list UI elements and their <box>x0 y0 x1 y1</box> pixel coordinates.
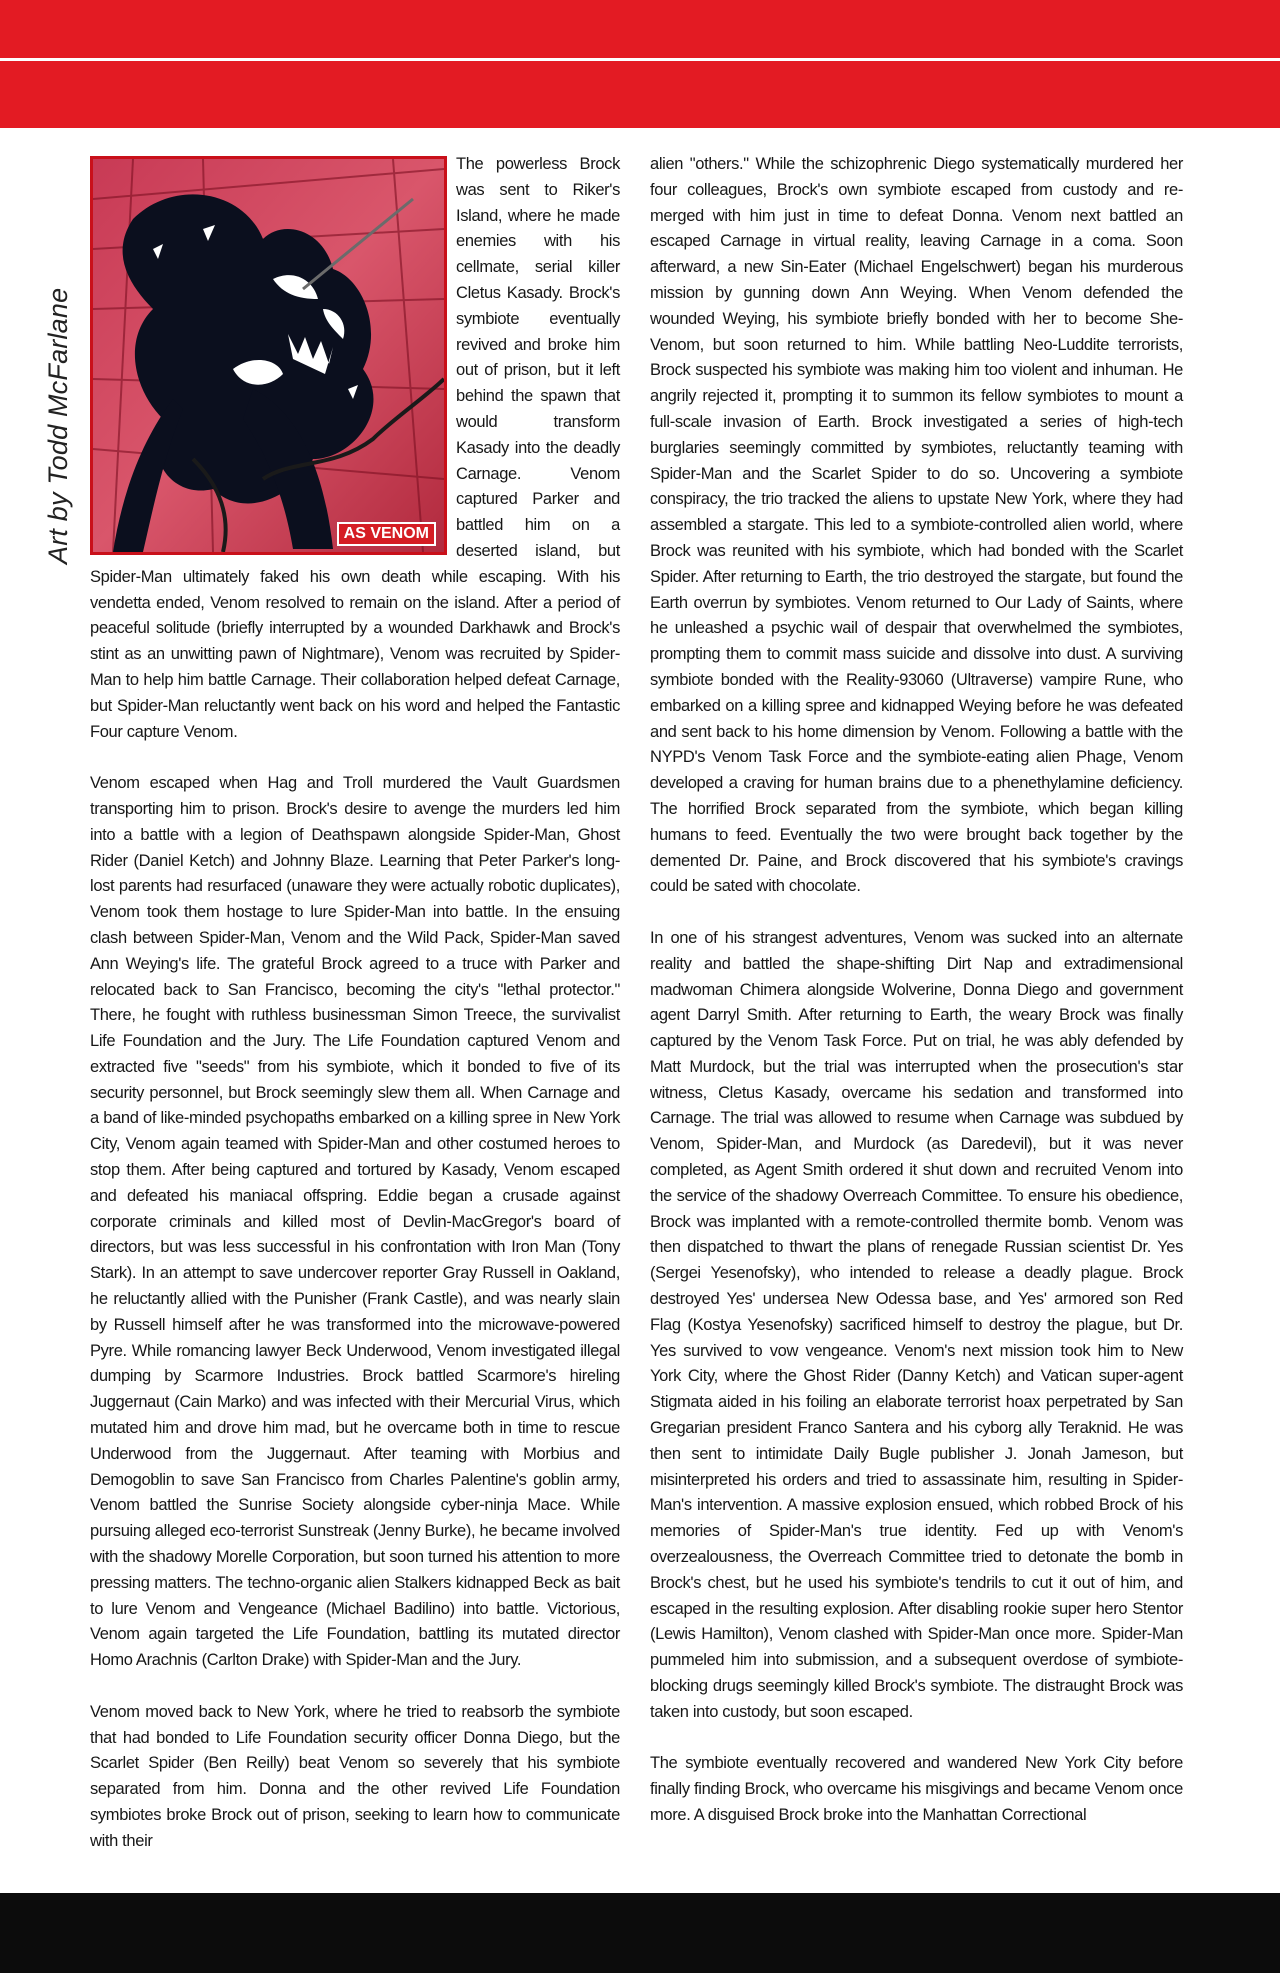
footer-band <box>0 1893 1280 1973</box>
right-paragraph-1: alien "others." While the schizophrenic Diego systematically murdered her four colleagues, Brock's own symbiote escaped from custody and re-merged with him just in time to defeat Donna. Venom next battled an escaped Carnage in virtual reality, leaving Carnage in a coma. Soon afterward, a new Sin-Eater (Michael Engelschwert) began his murderous mission by gunning down Ann Weying. When Venom defended the wounded Weying, his symbiote briefly bonded with her to become She-Venom, but soon returned to him. While battling Neo-Luddite terrorists, Brock suspected his symbiote was making him too violent and inhuman. He angrily rejected it, prompting it to summon its fellow symbiotes to mount a full-scale invasion of Earth. Brock investigated a series of high-tech burglaries seemingly committed by symbiotes, reluctantly teaming with Spider-Man and the Scarlet Spider to do so. Uncovering a symbiote conspiracy, the trio tracked the aliens to upstate New York, where they had assembled a stargate. This led to a symbiote-controlled alien world, where Brock was reunited with his symbiote, which had bonded with the Scarlet Spider. After returning to Earth, the trio destroyed the stargate, but found the Earth overrun by symbiotes. Venom returned to Our Lady of Saints, where he unleashed a psychic wail of despair that overwhelmed the symbiotes, prompting them to commit mass suicide and dissolve into dust. A surviving symbiote bonded with the Reality-93060 (Ultraverse) vampire Rune, who embarked on a killing spree and kidnapped Weying before he was defeated and sent back to his home dimension by Venom. Following a battle with the NYPD's Venom Task Force and the symbiote-eating alien Phage, Venom developed a craving for human brains due to a phenethylamine deficiency. The horrified Brock separated from the symbiote, which began killing humans to feed. Eventually the two were brought back together by the demented Dr. Paine, and Brock discovered that his symbiote's cravings could be sated with chocolate. <box>650 155 1183 896</box>
left-paragraph-1: The powerless Brock was sent to Riker's Island, where he made enemies with his cellmate, serial killer Cletus Kasady. Brock's symbiote eventually revived and broke him out of prison, but it left behind the spawn that would transform Kasady into the deadly Carnage. Venom captured Parker and battled him on a deserted island, but Spider-Man ultimately faked his own death while escaping. With his vendetta ended, Venom resolved to remain on the island. After a period of peaceful solitude (briefly interrupted by a wounded Darkhawk and Brock's stint as an unwitting pawn of Nightmare), Venom was recruited by Spider-Man to help him battle Carnage. Their collaboration helped defeat Carnage, but Spider-Man reluctantly went back on his word and helped the Fantastic Four capture Venom. <box>90 155 620 741</box>
right-paragraph-2: In one of his strangest adventures, Venom was sucked into an alternate reality and battled the shape-shifting Dirt Nap and extradimensional madwoman Chimera alongside Wolverine, Donna Diego and government agent Darryl Smith. After returning to Earth, the weary Brock was finally captured by the Venom Task Force. Put on trial, he was ably defended by Matt Murdock, but the trial was interrupted when the prosecution's star witness, Cletus Kasady, overcame his sedation and transformed into Carnage. The trial was allowed to resume when Carnage was subdued by Venom, Spider-Man, and Murdock (as Daredevil), but it was never completed, as Agent Smith ordered it shut down and recruited Venom into the service of the shadowy Overreach Committee. To ensure his obedience, Brock was implanted with a remote-controlled thermite bomb. Venom was then dispatched to thwart the plans of renegade Russian scientist Dr. Yes (Sergei Yesenofsky), who intended to release a deadly plague. Brock destroyed Yes' undersea New Odessa base, and Yes' armored son Red Flag (Kostya Yesenofsky) sacrificed himself to destroy the plague, but Dr. Yes survived to vow vengeance. Venom's next mission took him to New York City, where the Ghost Rider (Danny Ketch) and Vatican super-agent Stigmata aided in his foiling an elaborate terrorist hoax perpetrated by San Gregarian president Franco Santera and his cyborg ally Teraknid. He was then sent to intimidate Daily Bugle publisher J. Jonah Jameson, but misinterpreted his orders and tried to assassinate him, resulting in Spider-Man's intervention. A massive explosion ensued, which robbed Brock of his memories of Spider-Man's true identity. Fed up with Venom's overzealousness, the Overreach Committee tried to detonate the bomb in Brock's chest, but he used his symbiote's tendrils to cut it out of him, and escaped in the resulting explosion. After disabling rookie super hero Stentor (Lewis Hamilton), Venom clashed with Spider-Man once more. Spider-Man pummeled him into submission, and a subsequent overdose of symbiote-blocking drugs seemingly killed Brock's symbiote. The distraught Brock was taken into custody, but soon escaped. <box>650 928 1183 1721</box>
header-band <box>0 0 1280 128</box>
header-stripe <box>0 58 1280 61</box>
left-paragraph-3: Venom moved back to New York, where he tried to reabsorb the symbiote that had bonded to Life Foundation security officer Donna Diego, but the Scarlet Spider (Ben Reilly) beat Venom so severely that his symbiote separated from him. Donna and the other revived Life Foundation symbiotes broke Brock out of prison, seeking to learn how to communicate with their <box>90 1702 620 1850</box>
right-column <box>650 152 1183 1855</box>
left-column <box>90 152 620 1880</box>
left-paragraph-2: Venom escaped when Hag and Troll murdered the Vault Guardsmen transporting him to prison. Brock's desire to avenge the murders led him into a battle with a legion of Deathspawn alongside Spider-Man, Ghost Rider (Daniel Ketch) and Johnny Blaze. Learning that Peter Parker's long-lost parents had resurfaced (unaware they were actually robotic duplicates), Venom took them hostage to lure Spider-Man into battle. In the ensuing clash between Spider-Man, Venom and the Wild Pack, Spider-Man saved Ann Weying's life. The grateful Brock agreed to a truce with Parker and relocated back to San Francisco, becoming the city's "lethal protector." There, he fought with ruthless businessman Simon Treece, the survivalist Life Foundation and the Jury. The Life Foundation captured Venom and extracted five "seeds" from his symbiote, which it bonded to five of its security personnel, but Brock seemingly slew them all. When Carnage and a band of like-minded psychopaths embarked on a killing spree in New York City, Venom again teamed with Spider-Man and other costumed heroes to stop them. After being captured and tortured by Kasady, Venom escaped and defeated his maniacal offspring. Eddie began a crusade against corporate criminals and killed most of Devlin-MacGregor's board of directors, but was less successful in his confrontation with Iron Man (Tony Stark). In an attempt to save undercover reporter Gray Russell in Oakland, he reluctantly allied with the Punisher (Frank Castle), and was nearly slain by Russell himself after he was transformed into the microwave-powered Pyre. While romancing lawyer Beck Underwood, Venom investigated illegal dumping by Scarmore Industries. Brock battled Scarmore's hireling Juggernaut (Cain Marko) and was infected with their Mercurial Virus, which mutated him and drove him mad, but he overcame both in time to rescue Underwood from the Juggernaut. After teaming with Morbius and Demogoblin to save San Francisco from Charles Palentine's goblin army, Venom battled the Sunrise Society alongside cyber-ninja Mace. While pursuing alleged eco-terrorist Sunstreak (Jenny Burke), he became involved with the shadowy Morelle Corporation, but soon turned his attention to more pressing matters. The techno-organic alien Stalkers kidnapped Beck as bait to lure Venom and Vengeance (Michael Badilino) into battle. Victorious, Venom again targeted the Life Foundation, battling its mutated director Homo Arachnis (Carlton Drake) with Spider-Man and the Jury. <box>90 774 620 1670</box>
artwork-float-spacer <box>90 152 456 561</box>
right-paragraph-3: The symbiote eventually recovered and wandered New York City before finally finding Brock, who overcame his misgivings and became Venom once more. A disguised Brock broke into the Manhattan Correctional <box>650 1754 1183 1824</box>
as-venom-caption: AS VENOM <box>337 522 436 546</box>
art-credit: Art by Todd McFarlane <box>43 287 73 564</box>
